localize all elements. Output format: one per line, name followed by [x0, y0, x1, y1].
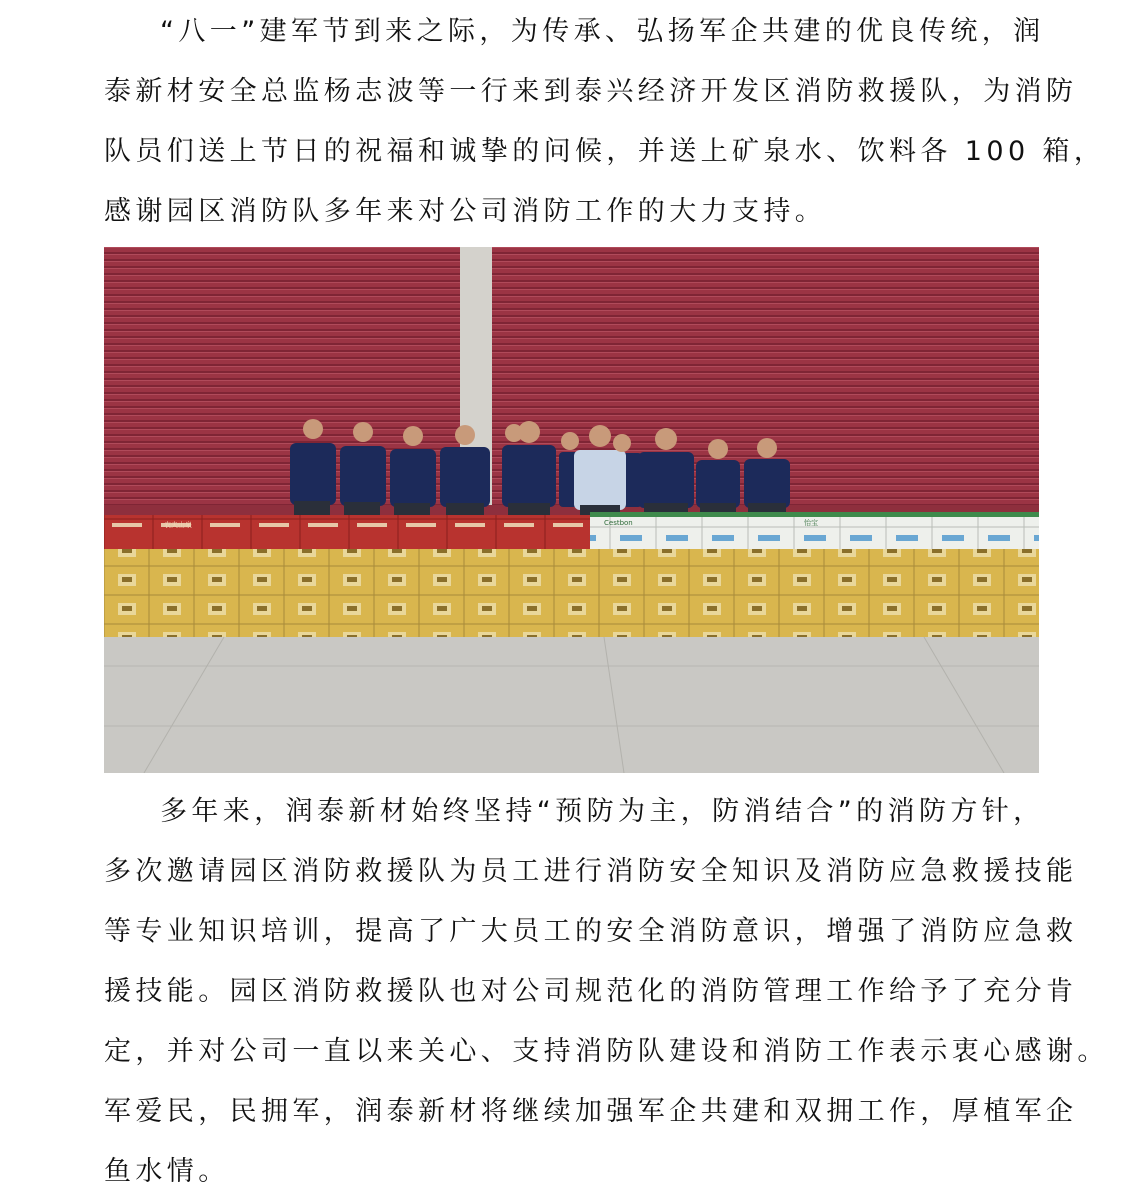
body-line-4: 援技能。园区消防救援队也对公司规范化的消防管理工作给予了充分肯	[104, 976, 1078, 1007]
body-line-3: 等专业知识培训，提高了广大员工的安全消防意识，增强了消防应急救	[104, 916, 1078, 947]
body-line-2: 多次邀请园区消防救援队为员工进行消防安全知识及消防应急救援技能	[104, 856, 1078, 887]
intro-paragraph	[104, 2, 1106, 242]
ground	[104, 637, 1039, 773]
intro-line-4: 感谢园区消防队多年来对公司消防工作的大力支持。	[104, 196, 827, 227]
white-drink-boxes	[590, 512, 1039, 552]
body-line-7: 鱼水情。	[104, 1156, 230, 1187]
body-paragraph	[104, 782, 1109, 1202]
yellow-drink-boxes	[104, 549, 1039, 637]
body-line-5: 定，并对公司一直以来关心、支持消防队建设和消防工作表示衷心感谢。	[104, 1036, 1109, 1067]
intro-line-2: 泰新材安全总监杨志波等一行来到泰兴经济开发区消防救援队，为消防	[104, 76, 1078, 107]
box-label-cestbon: Cestbon	[604, 519, 633, 527]
box-label-nongfu: 农夫山泉	[164, 521, 192, 529]
intro-line-3: 队员们送上节日的祝福和诚挚的问候，并送上矿泉水、饮料各 100 箱，	[104, 136, 1106, 167]
intro-line-1: “八一”建军节到来之际，为传承、弘扬军企共建的优良传统，润	[160, 16, 1045, 47]
body-line-6: 军爱民，民拥军，润泰新材将继续加强军企共建和双拥工作，厚植军企	[104, 1096, 1078, 1127]
drink-boxes	[104, 512, 1039, 637]
body-line-1: 多年来，润泰新材始终坚持“预防为主，防消结合”的消防方针，	[160, 796, 1045, 827]
box-label-yibao: 怡宝	[804, 519, 818, 527]
event-photo	[104, 247, 1039, 773]
